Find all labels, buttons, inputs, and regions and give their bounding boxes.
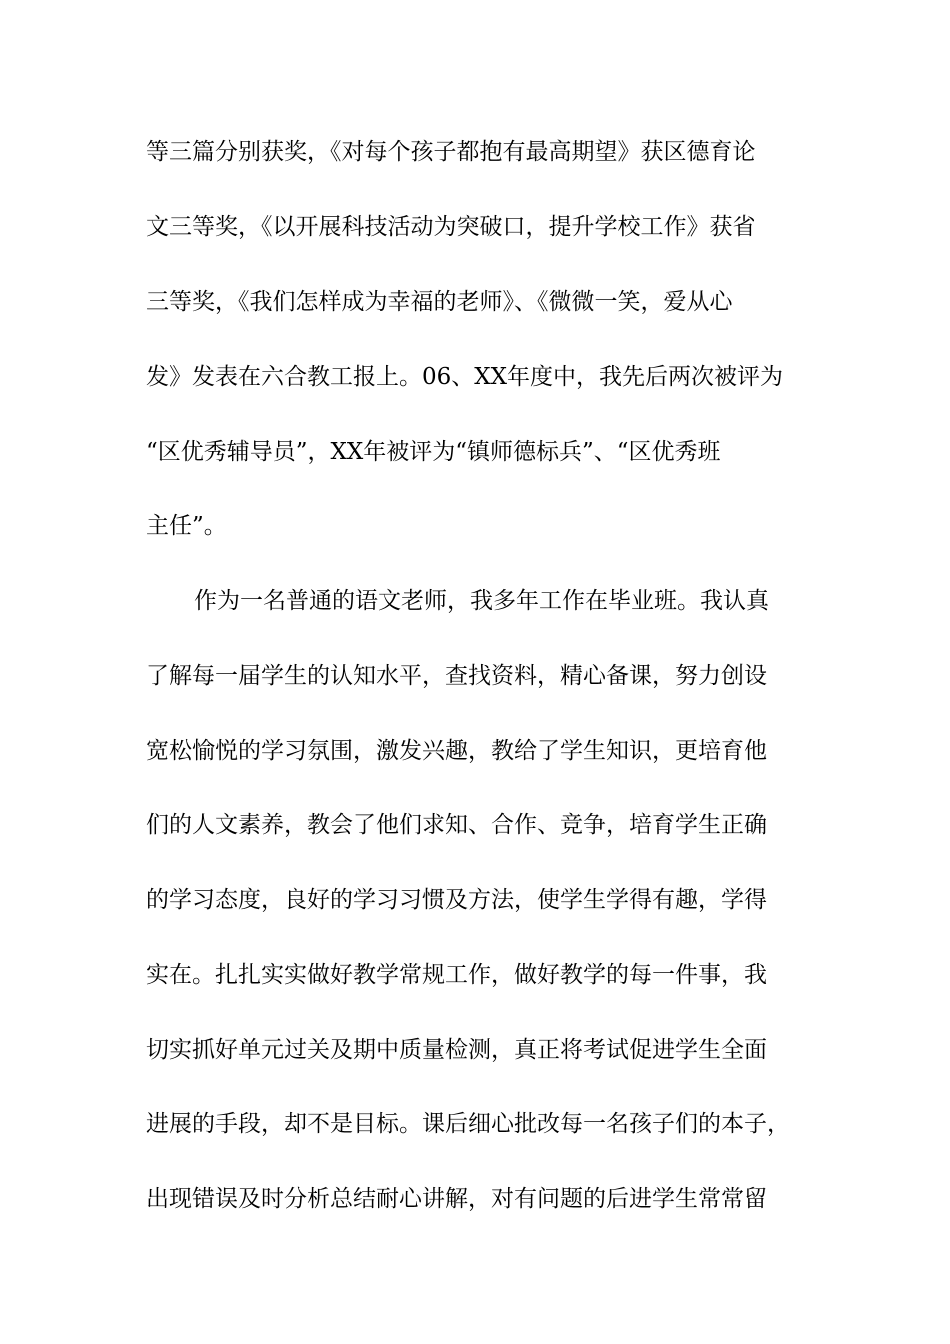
text-line: 三等奖，《我们怎样成为幸福的老师》、《微微一笑，爱从心	[146, 289, 733, 315]
text-line: 发》发表在六合教工报上。06、XX年度中，我先后两次被评为	[146, 364, 784, 390]
text-line: 等三篇分别获奖，《对每个孩子都抱有最高期望》获区德育论	[146, 139, 756, 165]
text-line: 的学习态度，良好的学习习惯及方法，使学生学得有趣，学得	[146, 887, 767, 913]
text-line: 宽松愉悦的学习氛围，激发兴趣，教给了学生知识，更培育他	[146, 738, 767, 764]
text-line: “区优秀辅导员”，XX年被评为“镇师德标兵”、“区优秀班	[146, 439, 721, 465]
text-line: 出现错误及时分析总结耐心讲解，对有问题的后进学生常常留	[146, 1186, 767, 1212]
text-line: 进展的手段，却不是目标。课后细心批改每一名孩子们的本子，	[146, 1111, 790, 1137]
text-line: 主任”。	[146, 513, 227, 539]
text-line: 文三等奖，《以开展科技活动为突破口，提升学校工作》获省	[146, 214, 756, 240]
text-line: 实在。扎扎实实做好教学常规工作，做好教学的每一件事，我	[146, 962, 767, 988]
text-line: 切实抓好单元过关及期中质量检测，真正将考试促进学生全面	[146, 1037, 767, 1063]
text-line: 们的人文素养，教会了他们求知、合作、竞争，培育学生正确	[146, 812, 767, 838]
paragraph-first-line: 作为一名普通的语文老师，我多年工作在毕业班。我认真	[194, 588, 769, 614]
text-line: 了解每一届学生的认知水平，查找资料，精心备课，努力创设	[146, 663, 767, 689]
